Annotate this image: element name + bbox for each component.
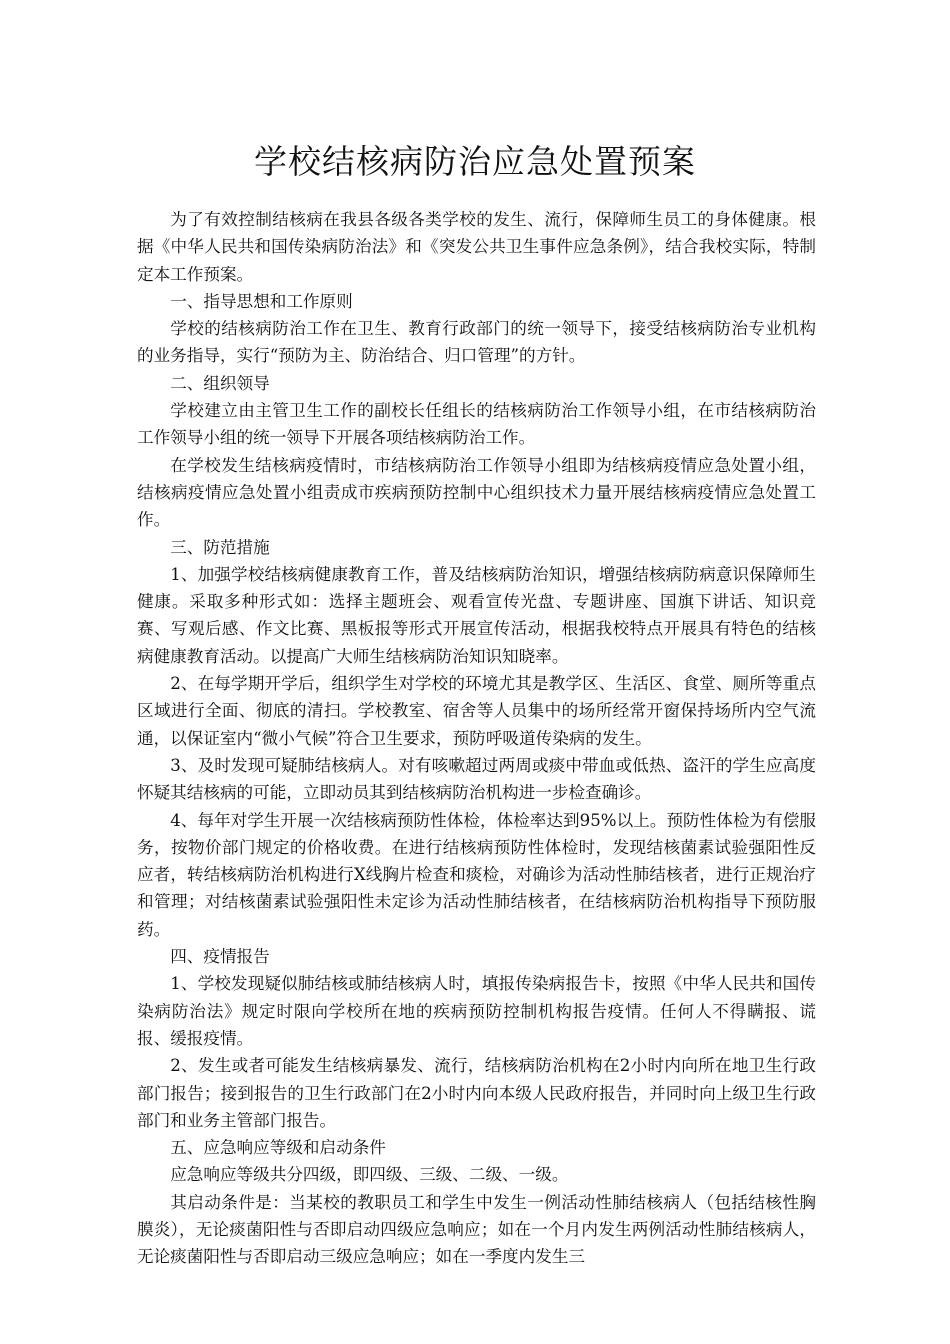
- section-3-item-2: 2、在每学期开学后，组织学生对学校的环境尤其是教学区、生活区、食堂、厕所等重点区域进行全面、彻底的清扫。学校教室、宿舍等人员集中的场所经常开窗保持场所内空气流通，以保证室内“微小气候”符合卫生要求，预防呼吸道传染病的发生。: [137, 674, 816, 748]
- section-4-item-1: 1、学校发现疑似肺结核或肺结核病人时，填报传染病报告卡，按照《中华人民共和国传染病防治法》规定时限向学校所在地的疾病预防控制机构报告疫情。任何人不得瞒报、谎报、缓报疫情。: [137, 974, 816, 1048]
- section-heading-4: 四、疫情报告: [170, 947, 270, 967]
- section-5-paragraph-2: 其启动条件是：当某校的教职员工和学生中发生一例活动性肺结核病人（包括结核性胸膜炎），无论痰菌阳性与否即启动四级应急响应；如在一个月内发生两例活动性肺结核病人，无论痰菌阳性与否即启动三级应急响应；如在一季度内发生三: [137, 1192, 816, 1267]
- section-3-item-4: 4、每年对学生开展一次结核病预防性体检，体检率达到95%以上。预防性体检为有偿服务，按物价部门规定的价格收费。在进行结核病预防性体检时，发现结核菌素试验强阳性反应者，转结核病防治机构进行X线胸片检查和痰检，对确诊为活动性肺结核者，进行正规治疗和管理；对结核菌素试验强阳性未定诊为活动性肺结核者，在结核病防治机构指导下预防服药。: [137, 810, 816, 939]
- intro-paragraph: 为了有效控制结核病在我县各级各类学校的发生、流行，保障师生员工的身体健康。根据《中华人民共和国传染病防治法》和《突发公共卫生事件应急条例》，结合我校实际，特制定本工作预案。: [137, 210, 816, 284]
- document-title: 学校结核病防治应急处置预案: [254, 142, 696, 181]
- section-heading-2: 二、组织领导: [170, 373, 270, 393]
- section-3-item-1: 1、加强学校结核病健康教育工作，普及结核病防治知识，增强结核病防病意识保障师生健康。采取多种形式如：选择主题班会、观看宣传光盘、专题讲座、国旗下讲话、知识竞赛、写观后感、作文比赛、黑板报等形式开展宣传活动，根据我校特点开展具有特色的结核病健康教育活动。以提高广大师生结核病防治知识知晓率。: [137, 564, 816, 666]
- section-1-paragraph: 学校的结核病防治工作在卫生、教育行政部门的统一领导下，接受结核病防治专业机构的业务指导，实行“预防为主、防治结合、归口管理”的方针。: [137, 319, 816, 366]
- section-2-paragraph-2: 在学校发生结核病疫情时，市结核病防治工作领导小组即为结核病疫情应急处置小组，结核病疫情应急处置小组责成市疾病预防控制中心组织技术力量开展结核病疫情应急处置工作。: [137, 455, 816, 530]
- section-4-item-2: 2、发生或者可能发生结核病暴发、流行，结核病防治机构在2小时内向所在地卫生行政部门报告；接到报告的卫生行政部门在2小时内向本级人民政府报告，并同时向上级卫生行政部门和业务主管部门报告。: [137, 1056, 816, 1130]
- document-body: [137, 206, 816, 1271]
- section-3-item-3: 3、及时发现可疑肺结核病人。对有咳嗽超过两周或痰中带血或低热、盗汗的学生应高度怀疑其结核病的可能，立即动员其到结核病防治机构进一步检查确诊。: [137, 755, 816, 803]
- section-2-paragraph-1: 学校建立由主管卫生工作的副校长任组长的结核病防治工作领导小组，在市结核病防治工作领导小组的统一领导下开展各项结核病防治工作。: [137, 401, 816, 448]
- section-heading-5: 五、应急响应等级和启动条件: [170, 1138, 386, 1158]
- section-5-paragraph-1: 应急响应等级共分四级，即四级、三级、二级、一级。: [170, 1165, 569, 1185]
- section-heading-1: 一、指导思想和工作原则: [170, 291, 353, 311]
- section-heading-3: 三、防范措施: [170, 537, 270, 557]
